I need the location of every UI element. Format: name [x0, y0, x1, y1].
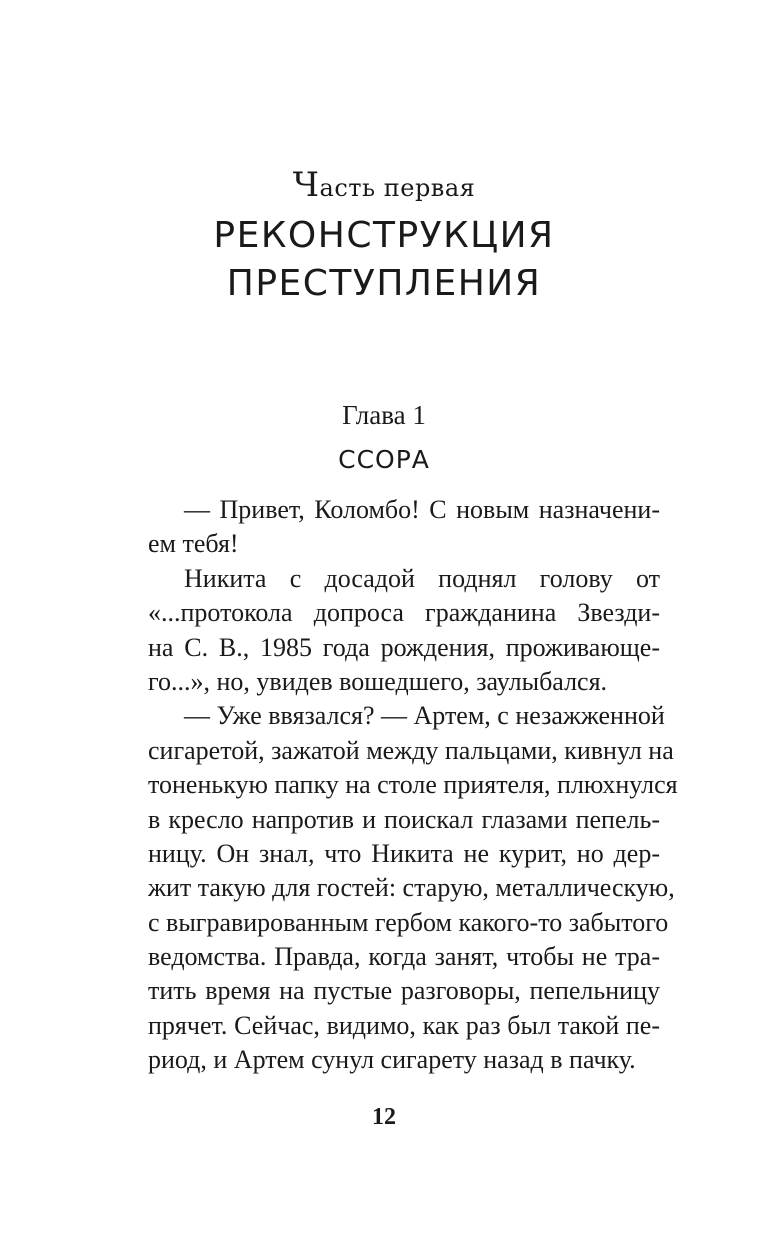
text-line: в кресло напротив и поискал глазами пепель-: [148, 804, 660, 834]
part-title: [0, 212, 768, 308]
page-number: 12: [372, 1104, 396, 1130]
text-line: го...», но, увидев вошедшего, заулыбался.: [148, 666, 608, 696]
chapter-number: Глава 1: [342, 400, 426, 430]
part-title-line-1: РЕКОНСТРУКЦИЯ: [213, 215, 555, 256]
chapter-body: [148, 493, 678, 1078]
chapter-title: ССОРА: [338, 445, 430, 474]
text-line: ведомства. Правда, когда занят, чтобы не тра-: [148, 942, 660, 972]
part-title-line-2: ПРЕСТУПЛЕНИЯ: [226, 263, 542, 304]
text-line: тить время на пустые разговоры, пепельницу: [148, 976, 660, 1006]
text-line: жит такую для гостей: старую, металлическую,: [148, 873, 675, 903]
text-line: ем тебя!: [148, 529, 239, 559]
text-line: ницу. Он знал, что Никита не курит, но дер-: [148, 838, 660, 868]
text-line: — Привет, Коломбо! С новым назначени-: [184, 495, 660, 524]
text-line: Никита с досадой поднял голову от: [184, 563, 660, 593]
part-label-rest: асть первая: [319, 174, 476, 202]
text-line: с выгравированным гербом какого-то забытого: [148, 907, 669, 937]
text-line: прячет. Сейчас, видимо, как раз был такой пе-: [148, 1010, 660, 1040]
text-line: тоненькую папку на столе приятеля, плюхнулся: [148, 770, 678, 800]
text-line: — Уже ввязался? — Артем, с незажженной: [184, 701, 665, 731]
text-line: «...протокола допроса гражданина Звезди-: [148, 598, 660, 628]
text-line: сигаретой, зажатой между пальцами, кивнул на: [148, 735, 674, 765]
part-label: [0, 165, 768, 205]
text-line: на С. В., 1985 года рождения, проживающе-: [148, 632, 660, 662]
text-line: риод, и Артем сунул сигарету назад в пачку.: [148, 1045, 636, 1075]
part-label-initial: Ч: [292, 165, 320, 205]
